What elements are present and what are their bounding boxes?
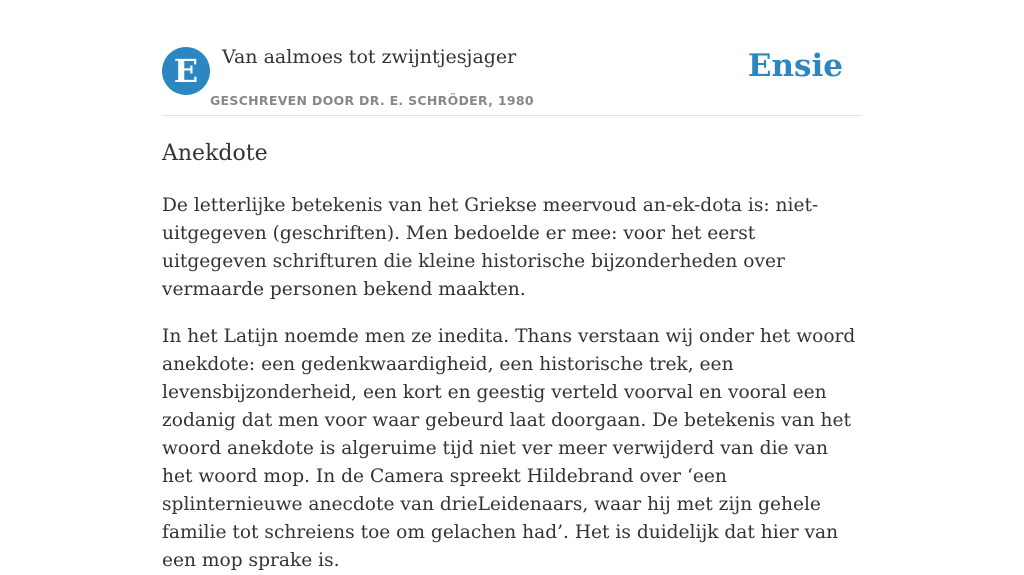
- ensie-logo-icon[interactable]: E: [162, 47, 210, 95]
- brand-logo[interactable]: Ensie: [747, 48, 843, 84]
- article: [162, 138, 862, 575]
- entry-title: Anekdote: [162, 141, 268, 166]
- paragraph: In het Latijn noemde men ze inedita. Thans verstaan wij onder het woord anekdote: een gedenkwaardigheid, een historische trek, een levensbijzonderheid, een kort en geestig verteld voorval en vooral een zodanig dat men voor waar gebeurd laat doorgaan. De betekenis van het woord anekdote is algeruime tijd niet ver meer verwijderd van die van het woord mop. In de Camera spreekt Hildebrand over ‘een splinternieuwe anecdote van drieLeidenaars, waar hij met zijn gehele familie tot schreiens toe om gelachen had’. Het is duidelijk dat hier van een mop sprake is.: [162, 326, 856, 571]
- byline: GESCHREVEN DOOR DR. E. SCHRÖDER, 1980: [210, 93, 534, 108]
- header-divider: [162, 115, 862, 116]
- book-title[interactable]: Van aalmoes tot zwijntjesjager: [222, 46, 517, 68]
- header: [162, 0, 862, 116]
- paragraph: De letterlijke betekenis van het Griekse meervoud an-ek-dota is: niet-uitgegeven (geschriften). Men bedoelde er mee: voor het eerst uitgegeven schrifturen die kleine historische bijzonderheden over vermaarde personen bekend maakten.: [162, 195, 819, 300]
